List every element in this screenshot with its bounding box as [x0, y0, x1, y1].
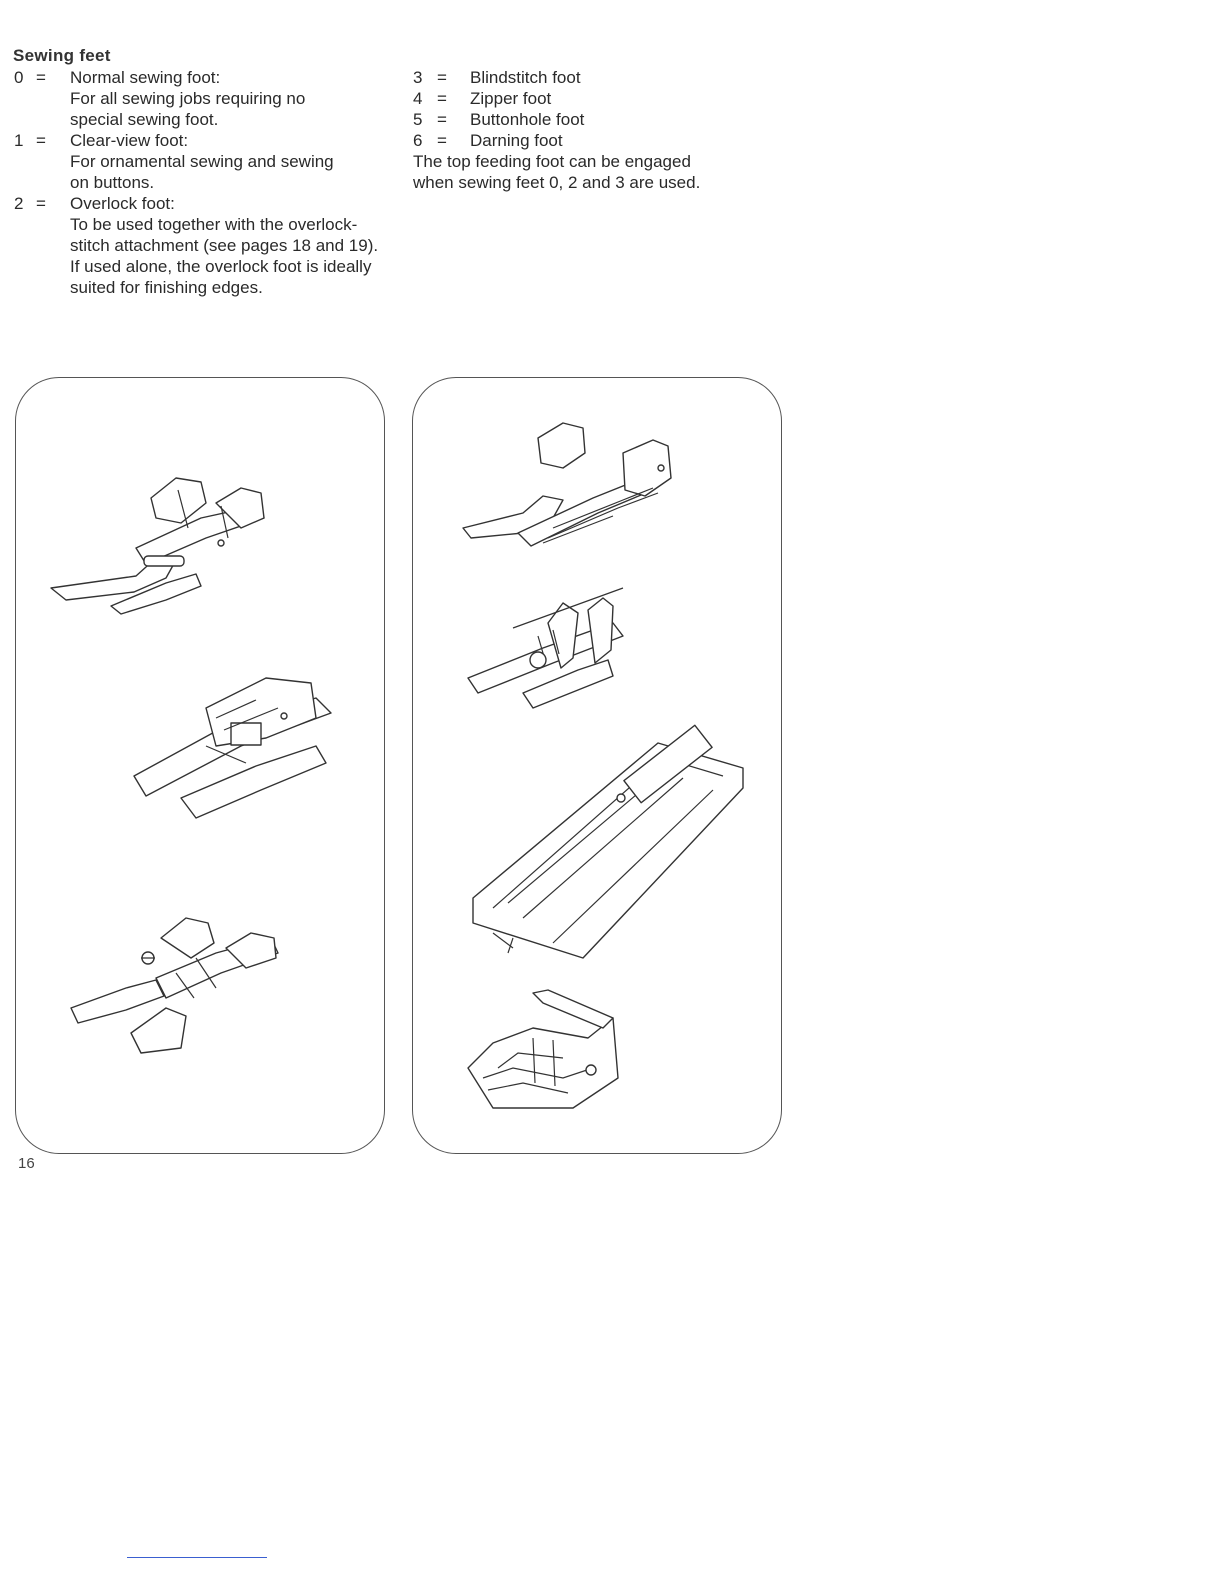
normal-sewing-foot-illustration [51, 478, 264, 614]
overlock-foot-illustration [71, 918, 278, 1053]
zipper-foot-illustration [468, 588, 623, 708]
item-description-line: For ornamental sewing and sewing [70, 152, 334, 171]
item-description-line: suited for finishing edges. [70, 278, 263, 297]
left-column [14, 67, 414, 298]
footer-rule [127, 1557, 267, 1558]
item-number: 6 [413, 131, 423, 150]
item-number: 1 [14, 131, 24, 150]
list-item [14, 130, 414, 193]
item-title: Buttonhole foot [470, 110, 585, 129]
equals-sign: = [437, 110, 447, 129]
item-title: Normal sewing foot: [70, 68, 221, 87]
section-heading: Sewing feet [13, 46, 111, 65]
left-panel-drawing [16, 378, 384, 1153]
buttonhole-foot-illustration [473, 725, 743, 958]
list-item [413, 88, 773, 109]
list-item [413, 67, 773, 88]
item-number: 4 [413, 89, 423, 108]
item-number: 2 [14, 194, 24, 213]
item-title: Blindstitch foot [470, 68, 581, 87]
item-description-line: To be used together with the overlock- [70, 215, 358, 234]
list-item [14, 67, 414, 130]
illustration-panel-left [15, 377, 385, 1154]
item-description-line: special sewing foot. [70, 110, 219, 129]
item-description-line: For all sewing jobs requiring no [70, 89, 306, 108]
clear-view-foot-illustration [134, 678, 331, 818]
item-title: Clear-view foot: [70, 131, 189, 150]
item-number: 3 [413, 68, 423, 87]
equals-sign: = [36, 194, 46, 213]
item-title: Zipper foot [470, 89, 552, 108]
note-line: The top feeding foot can be engaged [413, 152, 691, 171]
equals-sign: = [437, 68, 447, 87]
item-title: Darning foot [470, 131, 563, 150]
right-panel-drawing [413, 378, 781, 1153]
list-item [14, 193, 414, 298]
illustration-panel-right [412, 377, 782, 1154]
list-item [413, 109, 773, 130]
item-title: Overlock foot: [70, 194, 175, 213]
item-number: 0 [14, 68, 24, 87]
list-item [413, 130, 773, 151]
blindstitch-foot-illustration [463, 423, 671, 546]
item-number: 5 [413, 110, 423, 129]
note-line: when sewing feet 0, 2 and 3 are used. [413, 173, 701, 192]
equals-sign: = [437, 89, 447, 108]
item-description-line: stitch attachment (see pages 18 and 19). [70, 236, 379, 255]
right-column [413, 67, 773, 193]
equals-sign: = [36, 131, 46, 150]
item-description-line: on buttons. [70, 173, 155, 192]
equals-sign: = [437, 131, 447, 150]
darning-foot-illustration [468, 990, 618, 1108]
item-description-line: If used alone, the overlock foot is ideally [70, 257, 372, 276]
equals-sign: = [36, 68, 46, 87]
page-number: 16 [18, 1155, 35, 1172]
